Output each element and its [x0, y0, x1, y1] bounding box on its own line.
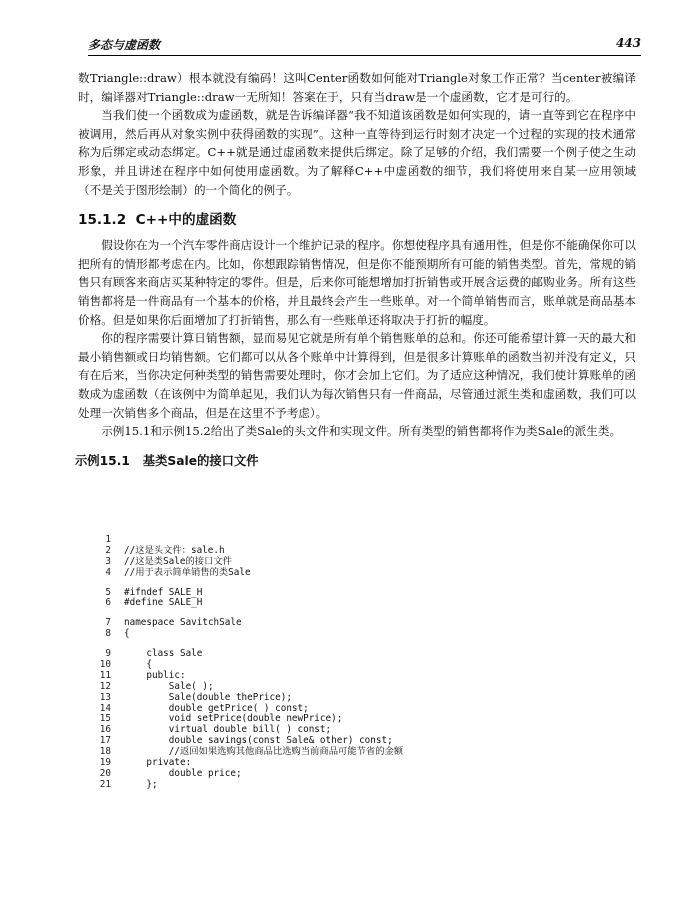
- code-line-text: void setPrice(double newPrice);: [124, 713, 343, 725]
- code-line-text: class Sale: [124, 648, 203, 660]
- code-line-text: Sale( );: [124, 680, 214, 692]
- code-line: [97, 568, 617, 579]
- code-line-text: Sale(double thePrice);: [124, 691, 292, 703]
- code-line: [97, 598, 617, 609]
- code-line: [97, 780, 617, 791]
- code-line-text: virtual double bill( ) const;: [124, 724, 332, 736]
- code-line-text: #define SALE_H: [124, 597, 203, 609]
- code-line-number: 5: [105, 586, 111, 598]
- code-line-number: 1: [105, 534, 111, 545]
- example-heading: [75, 451, 636, 469]
- paragraph-continued: 数Triangle::draw）根本就没有编码！这叫Center函数如何能对Triangle对象工作正常？当center被编译时，编译器对Triangle::draw一无所知！答案在于，只有当draw是一个虚函数，它才是可行的。: [78, 71, 636, 104]
- example-label: 示例15.1: [75, 453, 130, 468]
- code-line-number: 19: [99, 757, 111, 769]
- paragraph-auto-parts: 假设你在为一个汽车零件商店设计一个维护记录的程序。你想使程序具有通用性，但是你不能确保你可以把所有的情形都考虑在内。比如，你想跟踪销售情况，但是你不能预期所有可能的销售类型。首先，常规的销售只有顾客来商店买某种特定的零件。但是，后来你可能想增加打折销售或开展含运费的邮购业务。所有这些销售都将是一件商品有一个基本的价格，并且最终会产生一些账单。对一个简单销售而言，账单就是商品基本价格。但是如果你后面增加了打折销售，那么有一些账单还将取决于打折的幅度。: [78, 238, 636, 327]
- example-title: 基类Sale的接口文件: [142, 453, 259, 468]
- code-line-number: 21: [99, 778, 111, 790]
- page-number: 443: [615, 36, 641, 50]
- code-listing: [97, 535, 617, 791]
- code-line-text: //这是类Sale的接口文件: [124, 555, 232, 567]
- code-line: [97, 649, 617, 660]
- code-line-number: 11: [99, 669, 111, 681]
- paragraph-examples-intro: 示例15.1和示例15.2给出了类Sale的头文件和实现文件。所有类型的销售都将作为类Sale的派生类。: [101, 424, 622, 439]
- code-line: [97, 629, 617, 640]
- header-rule: [88, 55, 641, 56]
- code-line-number: 9: [105, 648, 111, 660]
- paragraph-daily-sales: 你的程序需要计算日销售额，显而易见它就是所有单个销售账单的总和。你还可能希望计算一天的最大和最小销售额或日均销售额。它们都可以从各个账单中计算得到，但是很多计算账单的函数当初并没有定义，只有在后来，当你决定何种类型的销售需要处理时，你才会加上它们。为了适应这种情况，我们使计算账单的函数成为虚函数（在该例中为简单起见，我们认为每次销售只有一件商品，尽管通过派生类和虚函数，我们可以处理一次销售多个商品，但是在这里不予考虑）。: [78, 331, 636, 420]
- code-line-text: public:: [124, 669, 186, 681]
- paragraph-virtual-explained: 当我们使一个函数成为虚函数，就是告诉编译器“我不知道该函数是如何实现的，请一直等到它在程序中被调用，然后再从对象实例中获得函数的实现”。这种一直等待到运行时刻才决定一个过程的实现的技术通常称为后绑定或动态绑定。C++就是通过虚函数来提供后绑定。除了足够的介绍，我们需要一个例子使之生动形象，并且讲述在程序中如何使用虚函数。为了解释C++中虚函数的细节，我们将使用来自某一应用领域（不是关于图形绘制）的一个简化的例子。: [78, 108, 636, 197]
- code-line-number: 10: [99, 659, 111, 671]
- section-heading: [78, 208, 636, 228]
- section-title: C++中的虚函数: [135, 212, 237, 229]
- code-line-number: 16: [99, 724, 111, 736]
- code-line-number: 2: [105, 544, 111, 556]
- code-line-text: double savings(const Sale& other) const;: [124, 735, 393, 747]
- code-line-number: 4: [105, 566, 111, 578]
- code-line-number: 17: [99, 735, 111, 747]
- code-line: [97, 618, 617, 629]
- code-line-number: 3: [105, 555, 111, 567]
- code-line-text: {: [124, 659, 152, 671]
- code-line: [97, 693, 617, 704]
- code-line-text: double price;: [124, 767, 242, 779]
- running-header: [88, 36, 641, 52]
- code-line-number: 7: [105, 617, 111, 629]
- code-line-text: {: [124, 628, 130, 640]
- code-line-number: 20: [99, 767, 111, 779]
- page-body: [75, 69, 636, 477]
- code-line-number: 6: [105, 597, 111, 609]
- code-line-number: 15: [99, 713, 111, 725]
- section-number: 15.1.2: [78, 212, 127, 229]
- code-line-number: 13: [99, 691, 111, 703]
- code-line-number: 8: [105, 628, 111, 640]
- chapter-title: 多态与虚函数: [88, 38, 161, 52]
- code-line-text: #ifndef SALE_H: [124, 586, 203, 598]
- code-line-number: 14: [99, 702, 111, 714]
- code-line-number: 12: [99, 680, 111, 692]
- code-line-text: private:: [124, 757, 192, 769]
- code-line-text: namespace SavitchSale: [124, 617, 242, 629]
- code-line-number: 18: [99, 746, 111, 758]
- code-line-text: //用于表示简单销售的类Sale: [124, 566, 251, 578]
- code-line-text: //这是头文件：sale.h: [124, 544, 225, 556]
- code-line: [97, 769, 617, 780]
- code-line-text: //返回如果选购其他商品比选购当前商品可能节省的金额: [124, 746, 404, 758]
- code-line-text: double getPrice( ) const;: [124, 702, 309, 714]
- code-line-text: };: [124, 778, 158, 790]
